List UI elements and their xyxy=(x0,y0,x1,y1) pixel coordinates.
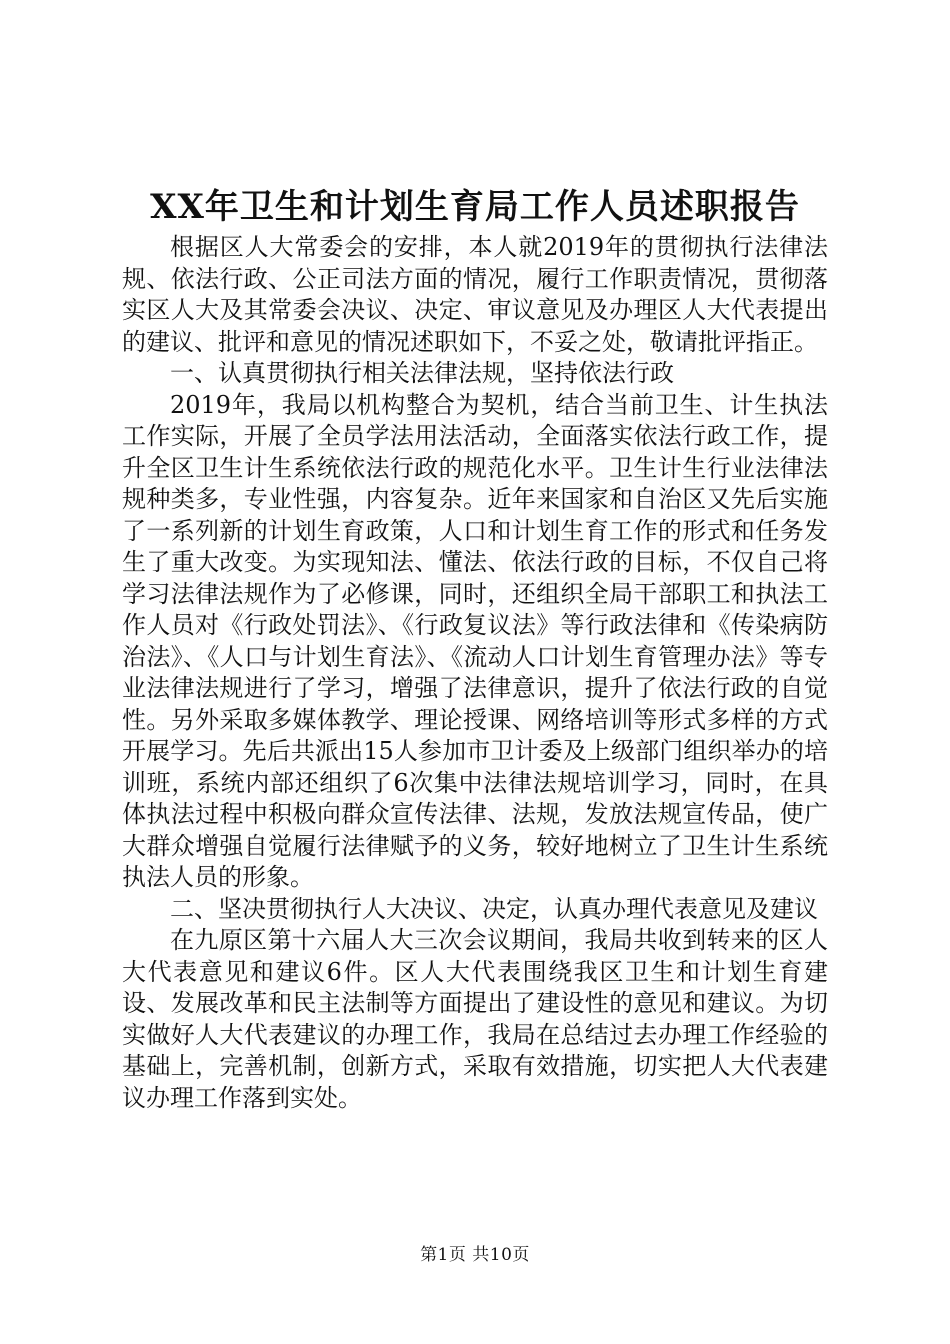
paragraph-section-2: 在九原区第十六届人大三次会议期间，我局共收到转来的区人大代表意见和建议6件。区人大代表围绕我区卫生和计划生育建设、发展改革和民主法制等方面提出了建设性的意见和建议。为切实做好人大代表建议的办理工作，我局在总结过去办理工作经验的基础上，完善机制，创新方式，采取有效措施，切实把人大代表建议办理工作落到实处。 xyxy=(122,926,828,1112)
document-body xyxy=(122,232,828,1114)
section-heading-1: 一、认真贯彻执行相关法律法规，坚持依法行政 xyxy=(170,359,674,387)
section-heading-2: 二、坚决贯彻执行人大决议、决定，认真办理代表意见及建议 xyxy=(170,894,818,923)
page-footer: 第1页 共10页 xyxy=(420,1245,530,1265)
paragraph-intro: 根据区人大常委会的安排，本人就2019年的贯彻执行法律法规、依法行政、公正司法方面的情况，履行工作职责情况，贯彻落实区人大及其常委会决议、决定、审议意见及办理区人大代表提出的建议、批评和意见的情况述职如下，不妥之处，敬请批评指正。 xyxy=(122,233,828,356)
paragraph-section-1: 2019年，我局以机构整合为契机，结合当前卫生、计生执法工作实际，开展了全员学法用法活动，全面落实依法行政工作，提升全区卫生计生系统依法行政的规范化水平。卫生计生行业法律法规种类多，专业性强，内容复杂。近年来国家和自治区又先后实施了一系列新的计划生育政策，人口和计划生育工作的形式和任务发生了重大改变。为实现知法、懂法、依法行政的目标，不仅自己将学习法律法规作为了必修课，同时，还组织全局干部职工和执法工作人员对《行政处罚法》、《行政复议法》等行政法律和《传染病防治法》、《人口与计划生育法》、《流动人口计划生育管理办法》等专业法律法规进行了学习，增强了法律意识，提升了依法行政的自觉性。另外采取多媒体教学、理论授课、网络培训等形式多样的方式开展学习。先后共派出15人参加市卫计委及上级部门组织举办的培训班，系统内部还组织了6次集中法律法规培训学习，同时，在具体执法过程中积极向群众宣传法律、法规，发放法规宣传品，使广大群众增强自觉履行法律赋予的义务，较好地树立了卫生计生系统执法人员的形象。 xyxy=(122,390,828,891)
document-title: XX年卫生和计划生育局工作人员述职报告 xyxy=(150,187,800,227)
